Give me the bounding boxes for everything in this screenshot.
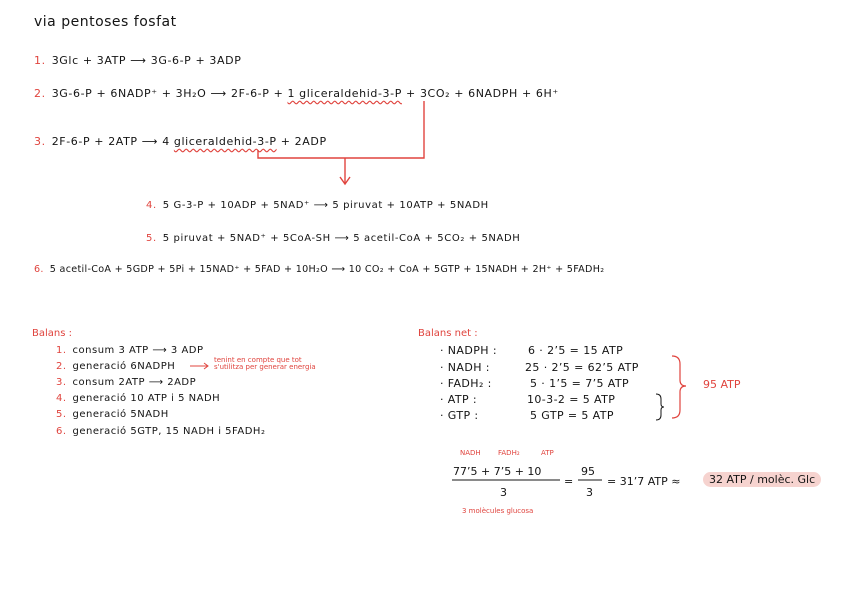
net-label-nadph: · NADPH : — [440, 344, 497, 357]
balans-note — [214, 357, 316, 371]
item-text: generació 10 ATP i 5 NADH — [72, 393, 221, 404]
fraction-denominator-2: 3 — [586, 486, 593, 499]
net-total: 95 ATP — [703, 378, 741, 391]
glucose-note: 3 molècules glucosa — [462, 507, 534, 515]
item-text: consum 2ATP ⟶ 2ADP — [72, 377, 197, 388]
equation-number: 4. — [146, 200, 157, 211]
equation-number: 1. — [34, 54, 46, 67]
balans-title: Balans : — [32, 328, 72, 339]
fraction-denominator: 3 — [500, 486, 507, 499]
net-label-nadh: · NADH : — [440, 361, 490, 374]
net-label-gtp: · GTP : — [440, 409, 479, 422]
net-value-nadph: 6 · 2’5 = 15 ATP — [528, 344, 624, 357]
net-value-fadh: 5 · 1’5 = 7’5 ATP — [530, 377, 630, 390]
balans-item-4 — [56, 393, 220, 404]
balans-item-6 — [56, 426, 265, 437]
gliceraldehid-highlight: gliceraldehid-3-P — [173, 135, 277, 148]
note-line: s'utilitza per generar energia — [214, 363, 316, 371]
net-label-atp: · ATP : — [440, 393, 478, 406]
balans-item-1 — [56, 345, 204, 356]
net-value-gtp: 5 GTP = 5 ATP — [530, 409, 614, 422]
equation-text: 5 acetil-CoA + 5GDP + 5Pi + 15NAD⁺ + 5FAD + 10H₂O ⟶ 10 CO₂ + CoA + 5GTP + 15NADH + 2H⁺ + 5FADH₂ — [49, 264, 605, 275]
small-brace-icon — [656, 394, 664, 420]
page-title: via pentoses fosfat — [34, 14, 177, 30]
equation-number: 3. — [34, 135, 46, 148]
balans-item-5 — [56, 409, 169, 420]
connector-line — [258, 101, 424, 158]
item-number: 1. — [56, 345, 67, 356]
result-highlight: 32 ATP / molèc. Glc — [703, 472, 821, 487]
net-label-fadh: · FADH₂ : — [440, 377, 492, 390]
balans-item-3 — [56, 377, 196, 388]
item-text: generació 6NADPH — [72, 361, 176, 372]
equation-text: 2F-6-P + 2ATP ⟶ 4 — [51, 135, 174, 148]
equation-text-post: + 2ADP — [276, 135, 327, 148]
label-fadh: FADH₂ — [498, 449, 520, 457]
fraction-numerator-2: 95 — [581, 465, 595, 478]
item-number: 2. — [56, 361, 67, 372]
item-number: 6. — [56, 426, 67, 437]
equation-number: 2. — [34, 87, 46, 100]
item-number: 4. — [56, 393, 67, 404]
label-atp: ATP — [541, 449, 554, 457]
net-value-nadh: 25 · 2’5 = 62’5 ATP — [525, 361, 639, 374]
brace-icon — [672, 356, 686, 418]
label-nadh: NADH — [460, 449, 481, 457]
equation-text: 3G-6-P + 6NADP⁺ + 3H₂O ⟶ 2F-6-P + — [51, 87, 288, 100]
balans-net-title: Balans net : — [418, 328, 478, 339]
balans-item-2 — [56, 361, 175, 372]
gliceraldehid-highlight: 1 gliceraldehid-3-P — [287, 87, 402, 100]
fraction-result: = 31’7 ATP ≈ — [607, 475, 681, 488]
equation-number: 6. — [34, 264, 44, 275]
equation-text: 5 piruvat + 5NAD⁺ + 5CoA-SH ⟶ 5 acetil-CoA + 5CO₂ + 5NADH — [162, 233, 521, 244]
item-text: consum 3 ATP ⟶ 3 ADP — [72, 345, 204, 356]
note-line: tenint en compte que tot — [214, 356, 302, 364]
item-text: generació 5GTP, 15 NADH i 5FADH₂ — [72, 426, 266, 437]
item-number: 5. — [56, 409, 67, 420]
fraction-numerator: 77’5 + 7’5 + 10 — [453, 465, 542, 478]
item-number: 3. — [56, 377, 67, 388]
item-text: generació 5NADH — [72, 409, 169, 420]
equation-text: 3Glc + 3ATP ⟶ 3G-6-P + 3ADP — [51, 54, 242, 67]
equation-number: 5. — [146, 233, 157, 244]
equation-text-post: + 3CO₂ + 6NADPH + 6H⁺ — [401, 87, 559, 100]
net-value-atp: 10-3-2 = 5 ATP — [527, 393, 616, 406]
equation-text: 5 G-3-P + 10ADP + 5NAD⁺ ⟶ 5 piruvat + 10ATP + 5NADH — [162, 200, 489, 211]
equals-sign: = — [564, 475, 574, 488]
